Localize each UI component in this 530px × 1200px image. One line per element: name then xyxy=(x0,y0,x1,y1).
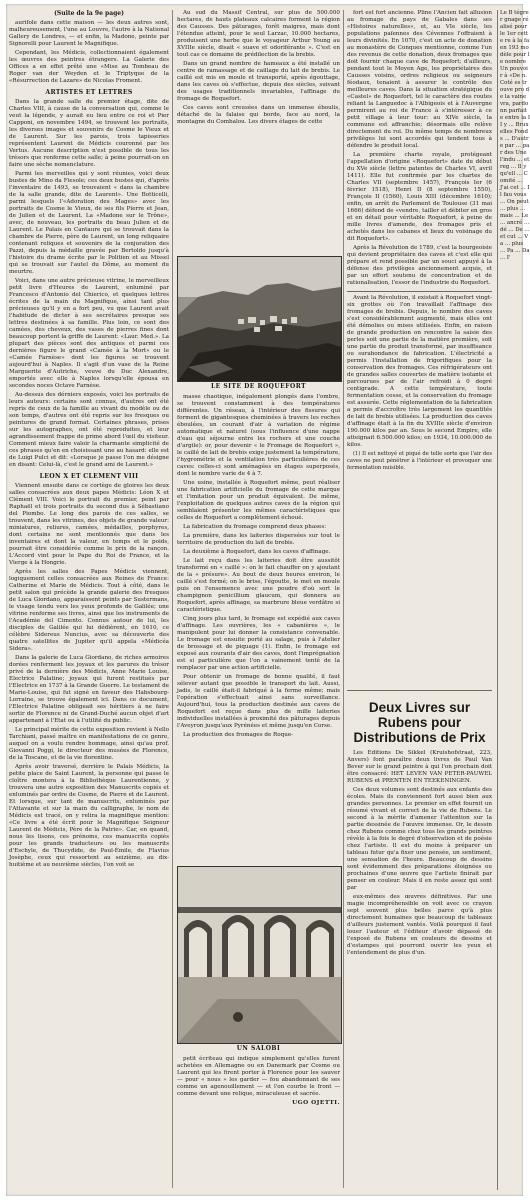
paragraph: Après avoir traversé, derrière le Palais Médicis, la petite place de Saint Laurent, la personne qui passe le cloître montera à la Bibliothèque Laurentienne, y trouvera une autre exposition des Manuscrits copiés et enluminés par ordre de Cosme, de Pierre et de Laurent. Et lorsque, sur tant de manuscrits, enluminés par l'Attavante et sur la main du calligraphe, le nom de Médicis est tracé, on y relira la magnifique mention: «Ce livre a été écrit pour le Magnifique Seigneur Laurent de Médicis, Père de la Patrie». Car, en quand, nous les lisons, ces prénoms, ces manuscrits copiés pour les grands traducteurs ou les manuscrits d'Eschyle, de Thucydide, de Paul-Émile, de Flavius Josèphe, ceux qui ressortent au seizième, au dix-huitième et au neuvième siècles, l'on voit se xyxy=(9,764,169,868)
paragraph: Viennent ensuite dans ce cortège de gloires les deux salles consacrées aux deux papes Médicis: Léon X et Clément VIII. Voici le portrait du premier, peint par Raphaël et trois portraits du second dus à Sébastiano del Piombo. Le long des parois de ces salles, se trouvent, dans les vitrines, des objets de grande valeur: miniatures, reliures, camées, médailles, porphyres, dont certains ne sont mentionnés que dans les inventaires et dont la valeur, en temps et le poids, pourrait être considérée comme le prix de la rançon. L'Accord vint pour le Pape du Roi de France, et la Vierge à la Hongrie. xyxy=(9,483,169,566)
column-4-cropped xyxy=(497,10,530,1190)
paragraph: Après la Révolution de 1789, c'est la bourgeoisie qui devient propriétaire des caves et c'est elle qui prépare et rend possible par un souci appuyé à la défense des privilèges anciennement acquis, et par un effort soutenu de concentration et de rationalisation, l'essor de l'industrie du Roquefort. xyxy=(347,245,492,286)
column-rule xyxy=(172,10,173,1188)
column-1 xyxy=(9,10,169,1190)
cropped-text: Le B tégrer gnage réalisé pour le 1er cette re à la fa en 193 modèle pour le nombre Un pouvoir à «De n. Coté es trouve pro de la vaine vra, pardonn parfaite entre la II y ... Bruxelles Fonds ... D'autre par ... par des Une l'indu ... et reg ... Il y qu'ell ... Comité ... J'ai cet ... Il fau vous ... On peut ... plus ... mais ... Le ... ancré ... dé ... De ... et cut ... Va ... plus ... Pa ... Da ... I' xyxy=(500,10,530,261)
column-3 xyxy=(347,10,492,1190)
paragraph: Dans la grande salle du premier étage, dite de Charles VIII, à cause de la conversation qui, comme le veut la légende, y aurait eu lieu entre ce roi et Pier Capponi, en novembre 1494, se trouvent les portraits, les diverses images et souvenirs de Cosme le Vieux et de Laurent. Sur les parois, trois tapisseries représentent Laurent de Médicis couronné par les Vertus. Aucune description n'est possible de tous les trésors que renferme cette salle; à peine pourrait-on en faire une sèche nomenclature. xyxy=(9,99,169,168)
paragraph: La première charte royale, protégeant l'appellation d'origine «Roquefort» date du début du XVe siècle (lettre patentes de Charles VI, avril 1411). Elle fut confirmée par les chartes de Charles VII (septembre 1457), François Ier (6 février 1518), Henri II (8 septembre 1550), François II (1560), Louis XIII (décembre 1610); enfin, un arrêt du Parlement de Toulouse (31 mai 1666) défend de «vendre, tailler et débiter en gros et en détail pour véritable Roquefort, à peine de mille livres d'amende, des fromages pris et achetés dans les cabanes et lieux du voisinage du dit Roquefort». xyxy=(347,152,492,242)
separator xyxy=(347,690,492,691)
paragraph: Une usine, installée à Roquefort même, peut réaliser une fabrication artificielle du fromage de cette marque et l'imitation pour un produit équivalent. De même, l'exploitation de quelques autres caves de la région qui semblaient présenter les mêmes caractéristiques que celles de Roquefort a complètement échoué. xyxy=(177,480,340,521)
paragraph: Ces caves sont creusées dans un immense éboulis, détaché de la falaise qui borde, face au nord, la montagne du Combalou. Les divers étages de cette xyxy=(177,105,340,125)
paragraph: Après les salles des Papes Médicis viennent, logiquement celles consacrées aux Reines de France: Catherine et Marie de Médicis. Tout à côté, dans le petit salon qui précède la grande galerie des fresques de Luca Giordano, apparaissent peints par Sustermans, le visage tendu vers les yeux profonds de Galilée; une vitrine renferme ses livres, ainsi que les instruments de l'Académie del Cimento. Connus autour de lui, les disciples de Galilée qui lui dédièrent, en 1610, ce célèbre Sidereus Nuncius, avec sa découverte des quatre satellites de Jupiter qu'il appela «Médicéa Sidera». xyxy=(9,569,169,652)
paragraph: Dans la galerie de Luca Giordano, de riches armoires dorées renferment les joyaux et les parures du trésor privé de la dernière des Médicis, Anne Marie Louise, Electrice Palatine; joyaux qui furent restitués par l'Electrice en 1737 à la Grande Guerre. Le testament de Marie-Louise, qui fut signé en faveur des Habsbourg-Lorraine, se trouve également ici. Dans ce document, l'Electrice Palatine obligeait ses héritiers à ne faire sortir de Florence ni de Grand-Duché aucun objet d'art appartenant à l'Etat ou à l'utilité du public. xyxy=(9,655,169,724)
article-headline: Deux Livres sur Rubens pour Distributions de Prix xyxy=(353,700,486,745)
paragraph: Cependant, les Médicis, collectionnaient également les œuvres des peintres étrangers. La Galerie des Offices a en effet prêté une «Mise au Tombeau de Roger van der Weyden et le Triptyque de la «Résurrection de Lazare» de Nicolas Froment. xyxy=(9,50,169,84)
paragraph: Au sud du Massif Central, sur plus de 500.000 hectares, de hauts plateaux calcaires forment la région des Causses. Des pâturages, forêt maigres, mais dont l'étendue atteint, pour le seul Larzac, 10.000 hectares, produisent une herbe que le voyageur Arthur Young au XVIIIe siècle, disait « suave et odoriférante ». C'est en tout cas ce domaine de prédilection de la brebis. xyxy=(177,10,340,58)
paragraph: Voici, dans une autre précieuse vitrine, le merveilleux petit livre d'Heures de Laurent, enluminé par Francesco d'Antonio del Chierico, et quelques lettres écrites de la main du Magnifique, ainsi tant plus précieuses qu'il y en a fort peu, vu que Laurent avait l'habitude de dicter à ses secrétaires presque ses lettres destinées à sa famille. Plus loin, ce sont des camées, des cheveux, des vases de pierres fines dont beaucoup portent la griffe de Laurent: «Laur. Med.». La plupart des pièces sont des antiques et parmi ces dernières figure le grand «Camée à la Mort» ou le «Camée Farnèse» dont les figures se trouvent aujourd'hui à Naples. Il s'agit d'un vase de la Reine Marguerite d'Autriche, veuve du Duc Alexandre, emportés avec elle à Naples lorsqu'elle épousa en secondes noces Octave Farnèse. xyxy=(9,278,169,389)
paragraph: masse chaotique, inégalement plongés dans l'ombre, se trouvent constamment à des températures différentes. Un réseau, à l'intérieur des fissures qui forment de gigantesques cheminées à travers les roches éboulées, un courant d'air à variation de régime automatique et naturel (sous l'influence d'une nappe d'eau qui séjourne entre les rochers et une couche d'argile): or, pour devenir « le Fromage de Roquefort », le caillé de lait de brebis exige justement la température, l'hygrométrie et la ventilation très particulières de ces caves: celles-ci sont aménagées en étages superposés, dont le nombre varie de 4 à 7. xyxy=(177,394,340,477)
section-subhead: LEON X ET CLEMENT VIII xyxy=(39,473,139,480)
paragraph: Parmi les merveilles qui y sont réunies, voici deux bustes de Mino da Fiesole; ces deux bustes qui, d'après l'inventaire de 1493, se trouvaient « dans la chambre de la salle grande, dite de Laurent». Une Botticelli, parmi lesquels l'«Adoration des Mages» avec les portraits de Cosme le Vieux, de ses fils Pierre et Jean, de Julien et de Laurent. La «Madone sur le Trône», avec, de nouveau, les portraits du beau Julien et de Laurent. Le Palais en Cantaure qui se trouvait dans la chambre de Pierre, père de Laurent, un long reliquaire contenant reliques et souvenirs de la conjuration des Pazzi, depuis la médaille gravée par Bertoldo jusqu'à l'histoire du drame écrite par le Politien et au Missel qui se trouvait sur l'autel du Dôme, au moment du meurtre. xyxy=(9,171,169,275)
continuation-kicker: (Suite de la 9e page) xyxy=(54,10,124,17)
paragraph: Au-dessus des dérniers exposés, voici les portraits de leurs auteurs: certains sont connus, d'autres ont été repris de ceux de la famille au vivant du modèle ou de son temps, d'autres ont été repris sur les fresques ou peintures de grand format. Certaines phrases, prises sur les autographes, ont été reproduites, et leur agrandissement frappe de prime abord l'œil du visiteur. Comment mieux faire valoir la charmante simplicité de ces phrases qu'en en choisissant une au hasard: elle est de Luigi Pulci et dit: «Lorsque je passe l'on me désigne en disant: Celui-là, c'est le grand ami de Laurent.» xyxy=(9,392,169,468)
photo-caption: UN SALOBI xyxy=(236,1045,281,1052)
paragraph: Pour obtenir un fromage de bonne qualité, il faut sélever autant que possible le transport du lait. Aussi, jadis, le caillé était-il fabriqué à la ferme même; mais l'opération s'effectuait ainsi sans surveillance. Aujourd'hui, tous la production destinée aux caves de Roquefort est reçue dans plus de mille laiteries individuelles installées à proximité des pâturages depuis l'Aveyron jusqu'aux Pyrénées et même jusqu'en Corse. xyxy=(177,674,340,729)
column-rule xyxy=(343,10,344,1188)
paragraph: Dans un grand nombre de hameaux a été installé un centre de ramassage et de caillage du lait de brebis. Le caillé est mis en moule et transporté, après égouttage, dans les caves où s'effectue, depuis des siècles, suivant des usages traditionnels invariables, l'affinage du fromage de Roquefort. xyxy=(177,61,340,102)
column-2 xyxy=(177,10,340,1190)
paragraph: Le principal mérite de cette exposition revient à Nello Tarchiani, passé maître en manifestations de ce genre, auquel on a voulu rendre hommage, ainsi qu'au prof. Giovanni Poggi, le directeur des musées de Florence, de la Toscane, et de la vie florentine. xyxy=(9,727,169,761)
paragraph: La deuxième à Roquefort, dans les caves d'affinage. xyxy=(183,549,331,555)
roquefort-site-photo xyxy=(177,256,342,382)
separator xyxy=(347,291,492,292)
paragraph: Avant la Révolution, il existait à Roquefort vingt-six grottes où l'on travaillait l'affinage des fromages de brebis. Depuis, le nombre des caves s'est considérablement augmenté, mais elles ont été démolies ou mises utilisées. Enfin, en raison de grande production on rencontre la saisie des perles soit une partie de la matière première, soit une partie du produit transformé, par insuffisance ou surabondance de fabrication. L'électricité a permis l'installation de frigorifiques pour la conservation des fromages. Ces réfrigérateurs ont de grandes salles couvertes de matière isolante et parcourues par de l'air refroidi à 0 degré centigrade. A cette température, toute fermentation cesse, et la conservation du fromage est assurée. Cette réglementation de la fabrication a permis d'accroître très largement les quantités de lait de brebis utilisées. La production des caves d'affinage était à la fin du XVIIIe siècle d'environ 190.000 kilos par an. Sous le second Empire, elle atteignait 6.500.000 kilos; en 1934, 10.000.000 de kilos. xyxy=(347,295,492,448)
paragraph: petit écriteau qui indique simplement qu'elles furent achetées en Allemagne ou en Danemark par Cosme ou Laurent qui les firent porter à Florence pour les sauver — pour « nous » les garder — fou abandonnant de ses comme un agenouillement — et l'on courbe le front — comme devant une relique, miraculeuse et sacrée. xyxy=(177,1056,340,1097)
newspaper-page xyxy=(6,4,530,1196)
paragraph: La fabrication du fromage comprend deux phases: xyxy=(183,524,327,530)
paragraph: Les Editions De Sikkel (Kruishofstraat, 223, Anvers) font paraître deux livres de Paul Van Bever sur le grand peintre à qui l'on prochain doit être consacré: HET LEVEN VAN PETER-PAUWEL RUBENS et PRENTEN EN TEEKENINGEN. xyxy=(347,750,492,784)
photo-caption: LE SITE DE ROQUEFORT xyxy=(210,383,307,390)
section-subhead: ARTISTES ET LETTRES xyxy=(45,89,133,96)
paragraph: eux-mêmes des œuvres définitives. Par une magie incompréhensible on voit avec ce crayon sept souvent plus belles parce qu'à plus directement humaines que beaucoup de tableaux d'ailleurs justement vantés. Voilà pourquoi il faut louer l'auteur et l'éditeur d'avoir dépassé de l'exposé de Rubens en couleurs de dessins et d'estampes qui pourront ouvrir les yeux et l'entendement de plus d'un. xyxy=(347,894,492,956)
paragraph: Cinq jours plus tard, le fromage est expédié aux caves d'affinage. Les ouvrières, les « cabanières », le manipulent pour lui donner la consistance convenable. Le fromage est ensuite porté au salage, puis à l'atelier de brossage et de piquage (1). Enfin, le fromage est exposé aux courants d'air des caves, dont l'imprégnation est si particulière que l'on a vainement tenté de la remplacer par une action artificielle. xyxy=(177,616,340,671)
paragraph: La première, dans les laiteries dispersées sur tout le territoire de production du lait de brebis. xyxy=(177,533,340,546)
paragraph: fort est fort ancienne. Pline l'Ancien fait allusion au fromage du pays de Gabales dans ses «Histoires naturelles», et, au VIe siècle, les populations païennes des Cévennes l'offraient à leurs divinités. En 1070, c'est un acte de donation au monastère de Conques mentionne, comme l'un des revenus de cette donation, deux fromages que doit fournir chaque cave de Roquefort; d'ailleurs, pendant tout le Moyen Age, les propriétaires des Causses voisins, ordres religieux ou seigneurs féodaux, tenaient à assurer le contrôle des meilleures caves. Dans la situation stratégique du «Castel» de Roquefort, tel le caractère des routes reliant la Languedoc à l'Albigeois et à l'Auvergne permirent au roi de France à s'intéresser à ce petit village à leur tour: au XIVe siècle, la commune est affranchie; désormais elle relève directement du roi. Du même temps de nombreux privilèges lui sont accordés qui tendent tous à défendre le produit local. xyxy=(347,10,492,149)
paragraph: aurifole dans cette maison — les deux autres sont, malheureusement, l'une au Louvre, l'autre à la National Gallery de Londres, — et enfin, la Madone, peinte par Signorelli pour Laurent le Magnifique. xyxy=(9,20,169,47)
salobi-photo xyxy=(177,866,342,1044)
paragraph: Le lait reçu dans les laiteries doit être aussitôt transformé en « caillé »: on le fait chauffer on y ajoutant de la « présure». Au bout de deux heures environ, le caillé s'est formé; on le brise, l'égoutte, le met en moule puis on l'ensemence avec une poudre d'où sort le champignon penicillium glaucum, qui donnera au Roquefort, après affinage, sa marbrure bleue verdâtre si caractéristique. xyxy=(177,558,340,613)
paragraph: La production des fromages de Roque- xyxy=(183,732,294,738)
footnote: (1) Il est nettoyé et piqué de telle sorte que l'air des caves ne peut pénétrer à l'intérieur et provoquer une fermentation nuisible. xyxy=(347,451,492,471)
paragraph: Ces deux volumes sont destinés aux enfants des écoles. Mais ils conviennent fort aussi bien aux grandes personnes. Le premier en effet fournit un résumé vivant et correct de la vie de Rubens. Le second à la mérite d'amener l'attention sur la partie dessinée de l'œuvre immense. Or, le dessin chez Rubens comme chez tous les grands peintres révèle à la fois le degré d'observation et de poésie chez l'artiste. Il est du moins à préparer un tableau futur qu'a fixer une pensée, un sentiment, une sensation de l'heure. Beaucoup de dessins sont évidemment des préparations éloignées ou prochaines d'une œuvre que l'artiste finirait par penser en couleur. Mais il en reste assez qui sont par xyxy=(347,787,492,891)
author-signature: UGO OJETTI. xyxy=(292,1100,340,1106)
